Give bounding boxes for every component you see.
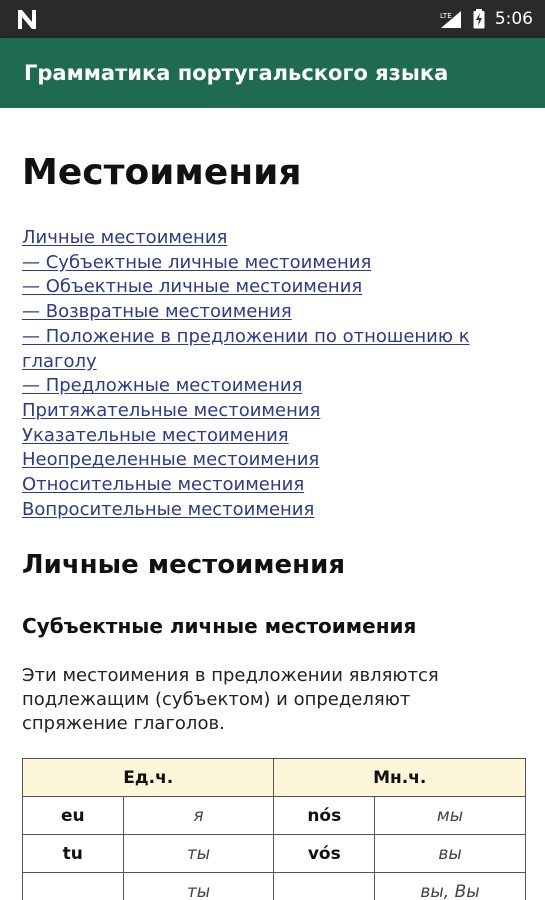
toc-item[interactable] — [22, 448, 522, 473]
table-cell-ru: ты — [123, 873, 274, 900]
app-bar — [0, 38, 545, 108]
table-cell-ru: мы — [375, 797, 526, 835]
toc-link-personal[interactable]: Личные местоимения — [22, 227, 228, 248]
table-cell-ru: я — [123, 797, 274, 835]
toc-link-object[interactable]: — Объектные личные местоимения — [22, 276, 363, 298]
table-cell-ru: вы, Вы — [375, 873, 526, 900]
n-logo-icon — [16, 7, 38, 31]
toc-item[interactable] — [22, 226, 522, 251]
toc-item[interactable] — [22, 424, 522, 449]
toc-link-position[interactable]: — Положение в предложении по отношению к глаголу — [22, 325, 470, 372]
toc-link-demonstrative[interactable]: Указательные местоимения — [22, 424, 289, 446]
toc-item[interactable] — [22, 325, 522, 374]
table-cell-pt: vós — [274, 835, 375, 873]
battery-charging-icon — [473, 9, 485, 29]
toc-item[interactable] — [22, 374, 522, 399]
table-cell-pt: eu — [23, 797, 124, 835]
table-header-plural: Мн.ч. — [274, 759, 526, 797]
table-cell-pt: nós — [274, 797, 375, 835]
app-title: Грамматика португальского языка — [24, 61, 449, 85]
subsection-heading: Субъектные личные местоимения — [22, 614, 417, 638]
paragraph: Эти местоимения в предложении являются подлежащим (субъектом) и определяют спряжение глаголов. — [22, 665, 439, 734]
table-cell-pt: tu — [23, 835, 124, 873]
page-title: Местоимения — [22, 152, 302, 193]
toc-link-reflexive[interactable]: — Возвратные местоимения — [22, 301, 292, 323]
toc-link-subject[interactable]: — Субъектные личные местоимения — [22, 251, 372, 273]
toc-link-possessive[interactable]: Притяжательные местоимения — [22, 399, 321, 421]
table-of-contents — [22, 226, 522, 522]
table-cell-ru: ты — [123, 835, 274, 873]
toc-link-relative[interactable]: Относительные местоимения — [22, 474, 305, 496]
toc-item[interactable] — [22, 275, 522, 300]
toc-item[interactable] — [22, 251, 522, 276]
pronoun-table — [22, 758, 526, 900]
table-header-row — [23, 759, 526, 797]
table-header-singular: Ед.ч. — [23, 759, 274, 797]
toc-link-indefinite[interactable]: Неопределенные местоимения — [22, 449, 320, 471]
page-content[interactable] — [0, 108, 545, 900]
table-cell-ru: вы — [375, 835, 526, 873]
toc-item[interactable] — [22, 300, 522, 325]
toc-link-interrogative[interactable]: Вопросительные местоимения — [22, 498, 315, 520]
table-row — [23, 873, 526, 900]
toc-item[interactable] — [22, 498, 522, 523]
clock: 5:06 — [494, 9, 533, 29]
table-cell-pt — [274, 873, 375, 900]
lte-signal-icon — [439, 9, 463, 29]
toc-link-prepositional[interactable]: — Предложные местоимения — [22, 375, 303, 397]
toc-item[interactable] — [22, 473, 522, 498]
table-row — [23, 797, 526, 835]
table-row — [23, 835, 526, 873]
section-heading: Личные местоимения — [22, 550, 346, 580]
lte-label: LTE — [439, 12, 452, 20]
toc-item[interactable] — [22, 399, 522, 424]
status-bar — [0, 0, 545, 38]
table-cell-pt — [23, 873, 124, 900]
